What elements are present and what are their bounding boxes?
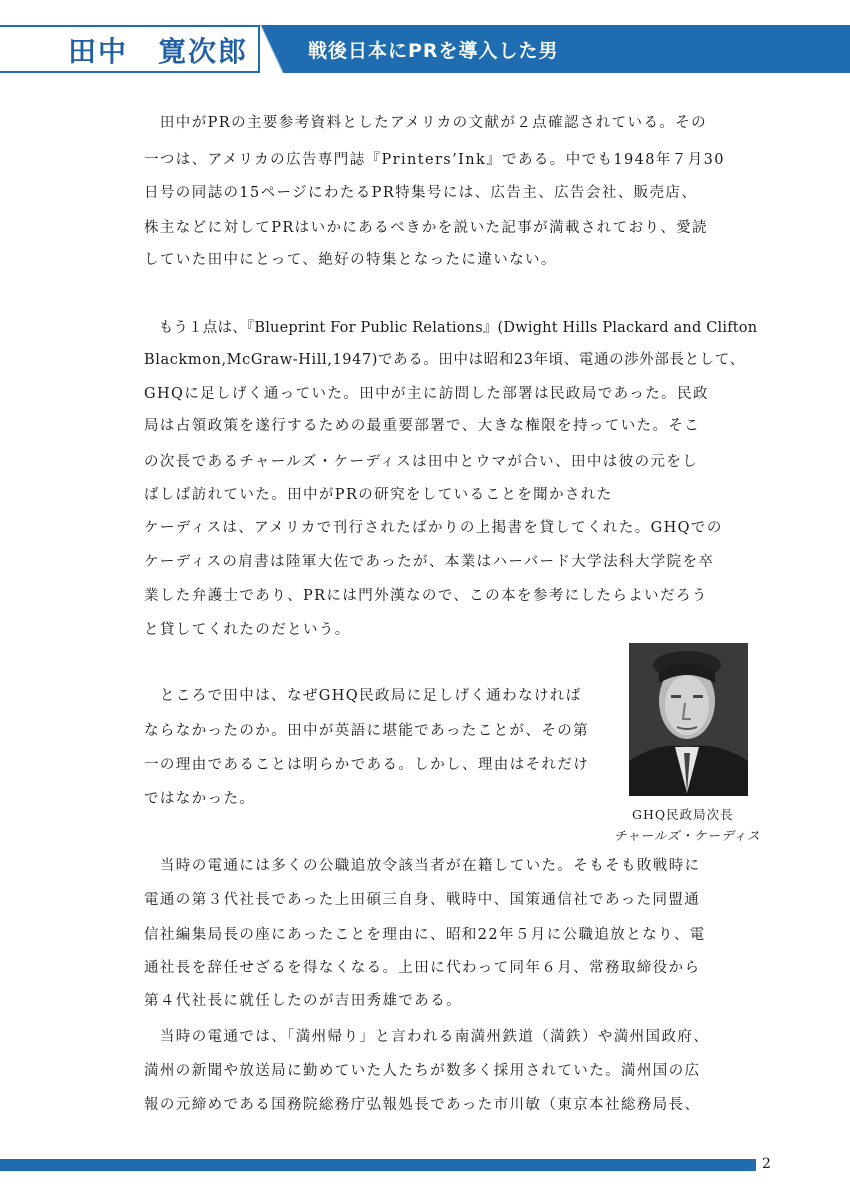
text-line: 一の理由であることは明らかである。しかし、理由はそれだけ	[144, 757, 590, 773]
text-line: Blackmon,McGraw-Hill,1947)である。田中は昭和23年頃、電通の渉外部長として、	[144, 352, 745, 368]
text-line: の次長であるチャールズ・ケーディスは田中とウマが合い、田中は彼の元をし	[144, 454, 699, 470]
text-line: 第４代社長に就任したのが吉田秀雄である。	[144, 993, 462, 1009]
text-line: ケーディスの肩書は陸軍大佐であったが、本業はハーバード大学法科大学院を卒	[144, 554, 715, 570]
text-line: していた田中にとって、絶好の特集となったに違いない。	[144, 252, 557, 268]
text-line: もう１点は、『Blueprint For Public Relations』(Dwight Hills Plackard and Clifton	[144, 320, 758, 336]
text-line: 一つは、アメリカの広告専門誌『Printers’Ink』である。中でも1948年７月30	[144, 152, 725, 168]
text-line: ところで田中は、なぜGHQ民政局に足しげく通わなければ	[144, 688, 582, 704]
portrait-photo	[629, 643, 748, 796]
text-line: 局は占領政策を遂行するための最重要部署で、大きな権限を持っていた。そこ	[144, 418, 701, 434]
text-line: ケーディスは、アメリカで刊行されたばかりの上掲書を貸してくれた。GHQでの	[144, 520, 723, 536]
footer-bar	[0, 1159, 756, 1171]
text-line: 業した弁護士であり、PRには門外漢なので、この本を参考にしたらよいだろう	[144, 588, 708, 604]
portrait-illustration	[629, 643, 748, 796]
text-line: 日号の同誌の15ページにわたるPR特集号には、広告主、広告会社、販売店、	[144, 185, 698, 201]
text-line: 株主などに対してPRはいかにあるべきかを説いた記事が満載されており、愛読	[144, 220, 709, 236]
text-line: 満州の新聞や放送局に勤めていた人たちが数多く採用されていた。満州国の広	[144, 1063, 701, 1079]
header-subtitle: 戦後日本にPRを導入した男	[308, 40, 559, 62]
text-line: と貸してくれたのだという。	[144, 622, 351, 638]
text-line: GHQに足しげく通っていた。田中が主に訪問した部署は民政局であった。民政	[144, 386, 709, 402]
text-line: 当時の電通には多くの公職追放令該当者が在籍していた。そもそも敗戦時に	[144, 858, 701, 874]
text-line: 信社編集局長の座にあったことを理由に、昭和22年５月に公職追放となり、電	[144, 927, 706, 943]
text-line: ばしば訪れていた。田中がPRの研究をしていることを聞かされた	[144, 487, 613, 503]
author-name: 田中 寛次郎	[68, 35, 249, 68]
text-line: ならなかったのか。田中が英語に堪能であったことが、その第	[144, 723, 590, 739]
text-line: 電通の第３代社長であった上田碩三自身、戦時中、国策通信社であった同盟通	[144, 892, 701, 908]
photo-caption-name: チャールズ・ケーディス	[614, 828, 761, 843]
photo-caption-title: GHQ民政局次長	[632, 807, 734, 822]
text-line: 報の元締めである国務院総務庁弘報処長であった市川敏（東京本社総務局長、	[144, 1097, 701, 1113]
text-line: 田中がPRの主要参考資料としたアメリカの文献が２点確認されている。その	[144, 115, 708, 131]
text-line: 通社長を辞任せざるを得なくなる。上田に代わって同年６月、常務取締役から	[144, 960, 701, 976]
page-header	[0, 25, 850, 73]
author-name-box	[0, 25, 260, 73]
page-number: 2	[762, 1156, 771, 1172]
header-divider	[256, 25, 288, 73]
text-line: ではなかった。	[144, 791, 256, 807]
text-line: 当時の電通では、「満州帰り」と言われる南満州鉄道（満鉄）や満州国政府、	[144, 1029, 710, 1045]
